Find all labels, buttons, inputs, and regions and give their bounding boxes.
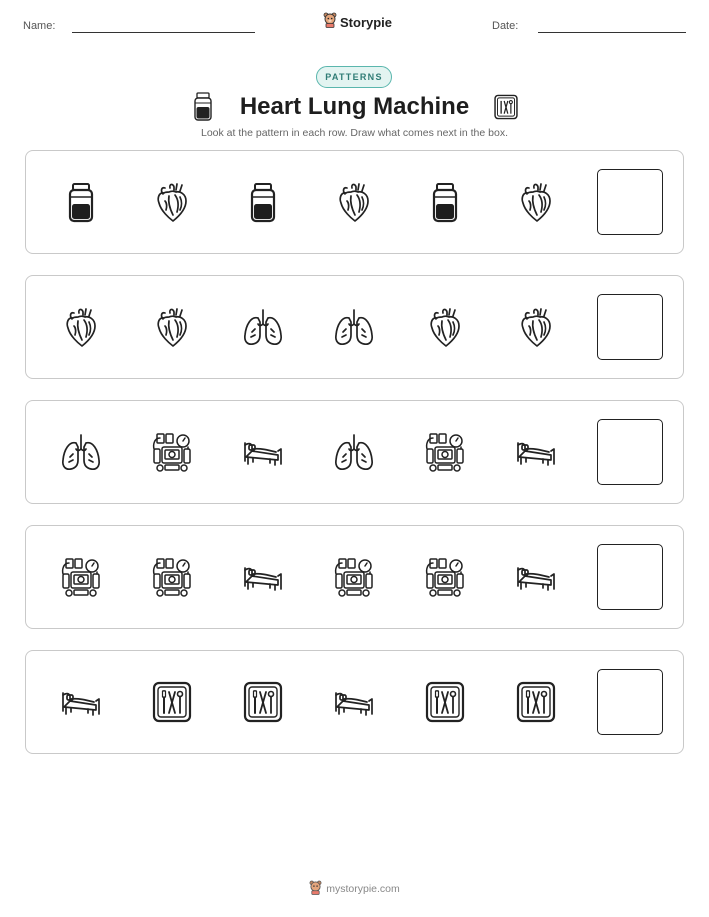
hospital-bed-icon (331, 679, 377, 725)
answer-box-5[interactable] (597, 669, 663, 735)
heart-icon (513, 179, 559, 225)
answer-box-1[interactable] (597, 169, 663, 235)
brand-name: Storypie (340, 15, 393, 30)
footer (0, 880, 709, 898)
heart-lung-machine-icon (149, 554, 195, 600)
heart-icon (331, 179, 377, 225)
answer-box-2[interactable] (597, 294, 663, 360)
storypie-logo-icon (323, 12, 337, 33)
name-line[interactable] (72, 32, 255, 33)
name-label: Name: (23, 20, 56, 32)
date-line[interactable] (538, 32, 686, 33)
lungs-icon (331, 429, 377, 475)
heart-lung-machine-icon (331, 554, 377, 600)
surgical-instruments-icon (513, 679, 559, 725)
hospital-bed-icon (513, 429, 559, 475)
page-title: Heart Lung Machine (239, 93, 470, 120)
hospital-bed-icon (58, 679, 104, 725)
answer-box-3[interactable] (597, 419, 663, 485)
pattern-row-4 (25, 525, 684, 629)
hospital-bed-icon (240, 429, 286, 475)
surgical-instruments-icon (422, 679, 468, 725)
pattern-row-5 (25, 650, 684, 754)
heart-icon (149, 179, 195, 225)
heart-icon (422, 304, 468, 350)
lungs-icon (58, 429, 104, 475)
brand (323, 12, 392, 33)
vial-icon (422, 179, 468, 225)
surgical-instruments-icon (492, 92, 520, 127)
heart-lung-machine-icon (422, 429, 468, 475)
heart-lung-machine-icon (149, 429, 195, 475)
pattern-row-3 (25, 400, 684, 504)
answer-box-4[interactable] (597, 544, 663, 610)
surgical-instruments-icon (240, 679, 286, 725)
hospital-bed-icon (513, 554, 559, 600)
heart-icon (58, 304, 104, 350)
surgical-instruments-icon (149, 679, 195, 725)
instructions: Look at the pattern in each row. Draw what comes next in the box. (200, 127, 508, 139)
vial-icon (58, 179, 104, 225)
storypie-logo-icon (309, 880, 322, 898)
patterns-badge: PATTERNS (316, 66, 392, 88)
lungs-icon (240, 304, 286, 350)
lungs-icon (331, 304, 377, 350)
pattern-row-2 (25, 275, 684, 379)
heart-lung-machine-icon (422, 554, 468, 600)
date-label: Date: (492, 20, 519, 32)
footer-url[interactable]: mystorypie.com (326, 883, 400, 895)
heart-icon (149, 304, 195, 350)
heart-lung-machine-icon (58, 554, 104, 600)
hospital-bed-icon (240, 554, 286, 600)
vial-icon (240, 179, 286, 225)
pattern-row-1 (25, 150, 684, 254)
heart-icon (513, 304, 559, 350)
